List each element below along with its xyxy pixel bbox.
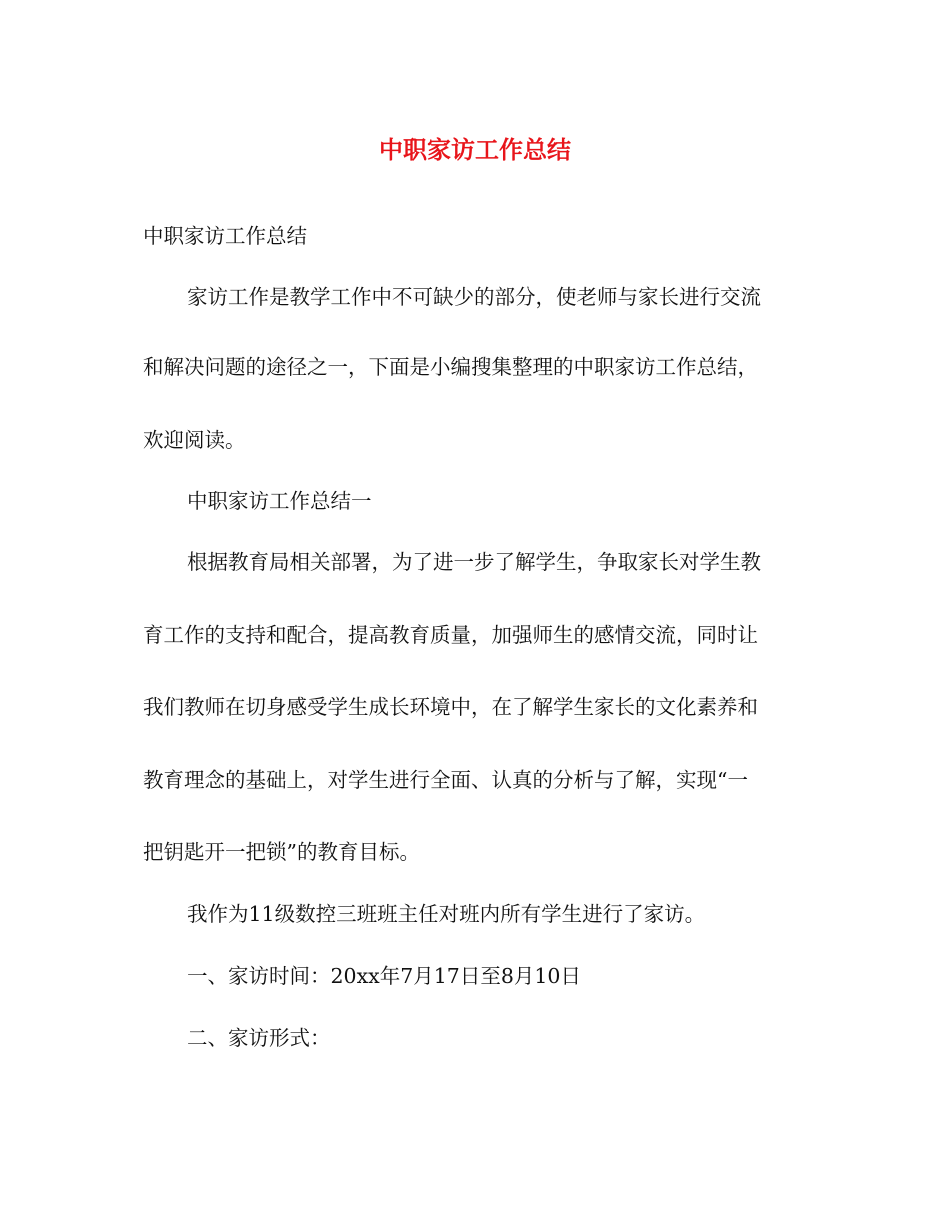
text-line: 教育理念的基础上，对学生进行全面、认真的分析与了解，实现“一 bbox=[143, 768, 748, 792]
text-line: 我们教师在切身感受学生成长环境中，在了解学生家长的文化素养和 bbox=[143, 695, 758, 719]
subtitle-line: 中职家访工作总结 bbox=[143, 224, 307, 248]
document-title: 中职家访工作总结 bbox=[379, 135, 571, 164]
text-line: 一、家访时间：20xx年7月17日至8月10日 bbox=[187, 964, 581, 988]
text-line: 我作为11级数控三班班主任对班内所有学生进行了家访。 bbox=[187, 902, 706, 926]
text-line: 欢迎阅读。 bbox=[143, 428, 246, 452]
text-line: 育工作的支持和配合，提高教育质量，加强师生的感情交流，同时让 bbox=[143, 623, 758, 647]
text-line: 和解决问题的途径之一，下面是小编搜集整理的中职家访工作总结， bbox=[143, 355, 758, 379]
section-heading: 中职家访工作总结一 bbox=[187, 489, 372, 513]
text-line: 家访工作是教学工作中不可缺少的部分，使老师与家长进行交流 bbox=[187, 285, 761, 309]
text-line: 二、家访形式： bbox=[187, 1026, 331, 1050]
text-line: 把钥匙开一把锁”的教育目标。 bbox=[143, 840, 420, 864]
text-line: 根据教育局相关部署，为了进一步了解学生，争取家长对学生教 bbox=[187, 550, 761, 574]
